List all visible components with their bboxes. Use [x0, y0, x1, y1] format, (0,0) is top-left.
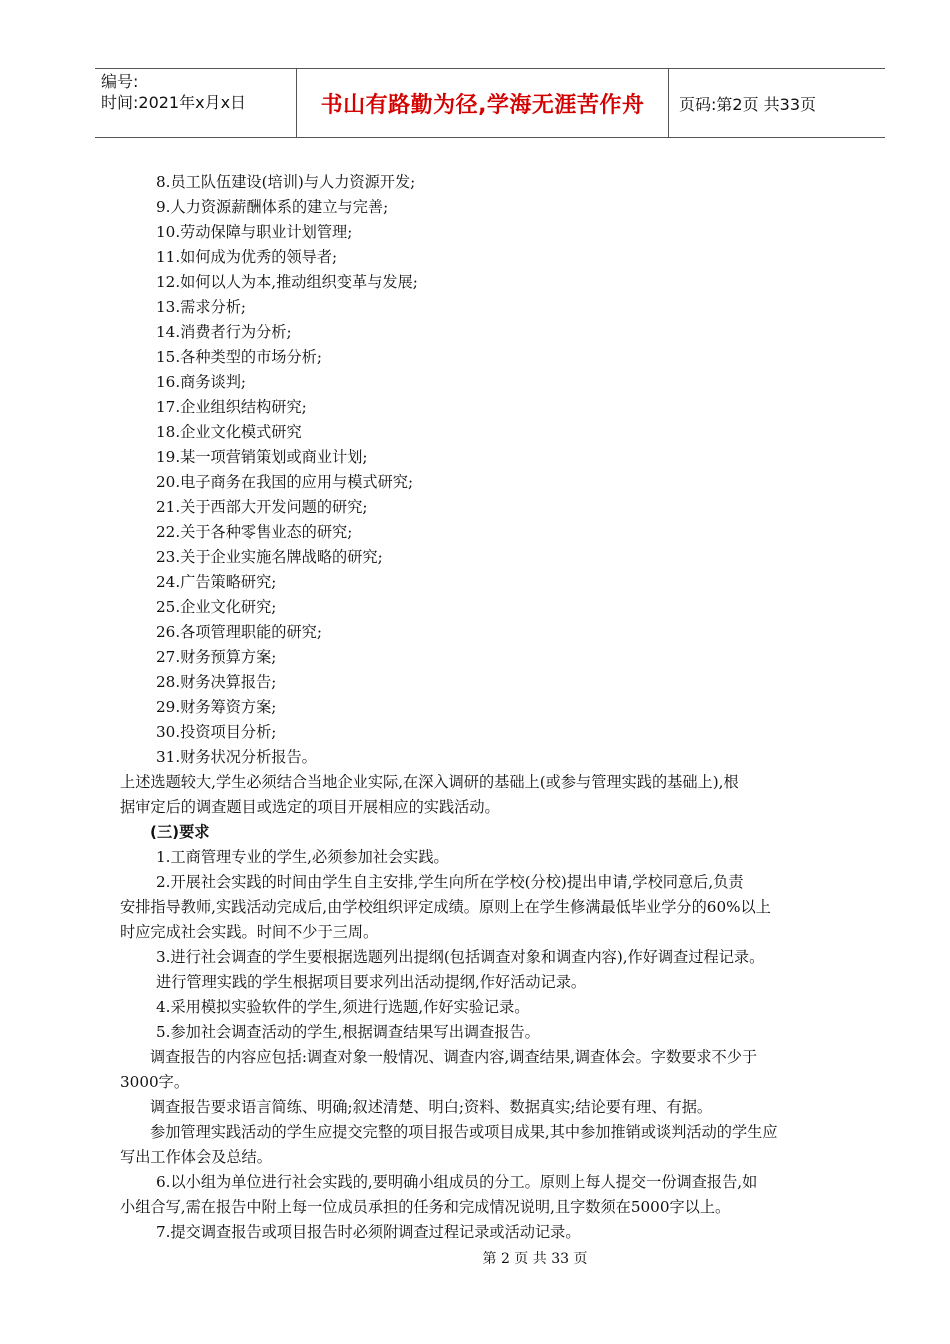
requirement-line: 参加管理实践活动的学生应提交完整的项目报告或项目成果,其中参加推销或谈判活动的学生应: [150, 1123, 778, 1141]
topic-item: 15.各种类型的市场分析;: [156, 348, 322, 366]
topic-item: 12.如何以人为本,推动组织变革与发展;: [156, 273, 418, 291]
topic-list: [122, 170, 862, 770]
requirement-line: 3.进行社会调查的学生要根据选题列出提纲(包括调查对象和调查内容),作好调查过程记录。: [156, 948, 765, 966]
topic-item: 30.投资项目分析;: [156, 723, 277, 741]
topic-item: 26.各项管理职能的研究;: [156, 623, 322, 641]
requirement-line: 4.采用模拟实验软件的学生,须进行选题,作好实验记录。: [156, 998, 530, 1016]
summary-paragraph: [122, 770, 862, 820]
requirement-line: 1.工商管理专业的学生,必须参加社会实践。: [156, 848, 449, 866]
document-body: [122, 170, 862, 1245]
topic-item: 24.广告策略研究;: [156, 573, 277, 591]
topic-item: 14.消费者行为分析;: [156, 323, 292, 341]
topic-item: 21.关于西部大开发问题的研究;: [156, 498, 368, 516]
time-label: 时间:2021年x月x日: [101, 93, 247, 112]
section-heading: (三)要求: [150, 823, 210, 841]
page-header: [95, 68, 885, 138]
requirement-line: 进行管理实践的学生根据项目要求列出活动提纲,作好活动记录。: [156, 973, 587, 991]
requirement-line: 6.以小组为单位进行社会实践的,要明确小组成员的分工。原则上每人提交一份调查报告,如: [156, 1173, 758, 1191]
topic-item: 17.企业组织结构研究;: [156, 398, 307, 416]
requirement-line: 调查报告要求语言简练、明确;叙述清楚、明白;资料、数据真实;结论要有理、有据。: [150, 1098, 713, 1116]
requirement-line: 写出工作体会及总结。: [120, 1148, 272, 1166]
topic-item: 19.某一项营销策划或商业计划;: [156, 448, 368, 466]
requirement-line: 3000字。: [120, 1073, 190, 1091]
topic-item: 18.企业文化模式研究: [156, 423, 302, 441]
requirements-list: [122, 845, 862, 1245]
topic-item: 9.人力资源薪酬体系的建立与完善;: [156, 198, 389, 216]
summary-line: 上述选题较大,学生必须结合当地企业实际,在深入调研的基础上(或参与管理实践的基础上),根: [120, 773, 739, 791]
requirement-line: 小组合写,需在报告中附上每一位成员承担的任务和完成情况说明,且字数须在5000字以上。: [120, 1198, 731, 1216]
topic-item: 25.企业文化研究;: [156, 598, 277, 616]
header-motto: 书山有路勤为径,学海无涯苦作舟: [297, 69, 669, 137]
page-footer: 第 2 页 共 33 页: [482, 1251, 588, 1267]
topic-item: 11.如何成为优秀的领导者;: [156, 248, 338, 266]
summary-line: 据审定后的调查题目或选定的项目开展相应的实践活动。: [120, 798, 500, 816]
topic-item: 8.员工队伍建设(培训)与人力资源开发;: [156, 173, 416, 191]
requirement-line: 7.提交调查报告或项目报告时必须附调查过程记录或活动记录。: [156, 1223, 581, 1241]
requirement-line: 2.开展社会实践的时间由学生自主安排,学生向所在学校(分校)提出申请,学校同意后,负责: [156, 873, 744, 891]
requirement-line: 5.参加社会调查活动的学生,根据调查结果写出调查报告。: [156, 1023, 540, 1041]
requirement-line: 安排指导教师,实践活动完成后,由学校组织评定成绩。原则上在学生修满最低毕业学分的60%以上: [120, 898, 771, 916]
requirement-line: 时应完成社会实践。时间不少于三周。: [120, 923, 379, 941]
topic-item: 27.财务预算方案;: [156, 648, 277, 666]
topic-item: 29.财务筹资方案;: [156, 698, 277, 716]
topic-item: 16.商务谈判;: [156, 373, 247, 391]
header-meta: [95, 69, 297, 137]
topic-item: 31.财务状况分析报告。: [156, 748, 317, 766]
header-page-info: 页码:第2页 共33页: [679, 94, 817, 114]
number-label: 编号:: [101, 72, 139, 91]
topic-item: 10.劳动保障与职业计划管理;: [156, 223, 353, 241]
topic-item: 23.关于企业实施名牌战略的研究;: [156, 548, 383, 566]
topic-item: 28.财务决算报告;: [156, 673, 277, 691]
topic-item: 20.电子商务在我国的应用与模式研究;: [156, 473, 414, 491]
topic-item: 13.需求分析;: [156, 298, 247, 316]
requirement-line: 调查报告的内容应包括:调查对象一般情况、调查内容,调查结果,调查体会。字数要求不少于: [150, 1048, 758, 1066]
topic-item: 22.关于各种零售业态的研究;: [156, 523, 353, 541]
